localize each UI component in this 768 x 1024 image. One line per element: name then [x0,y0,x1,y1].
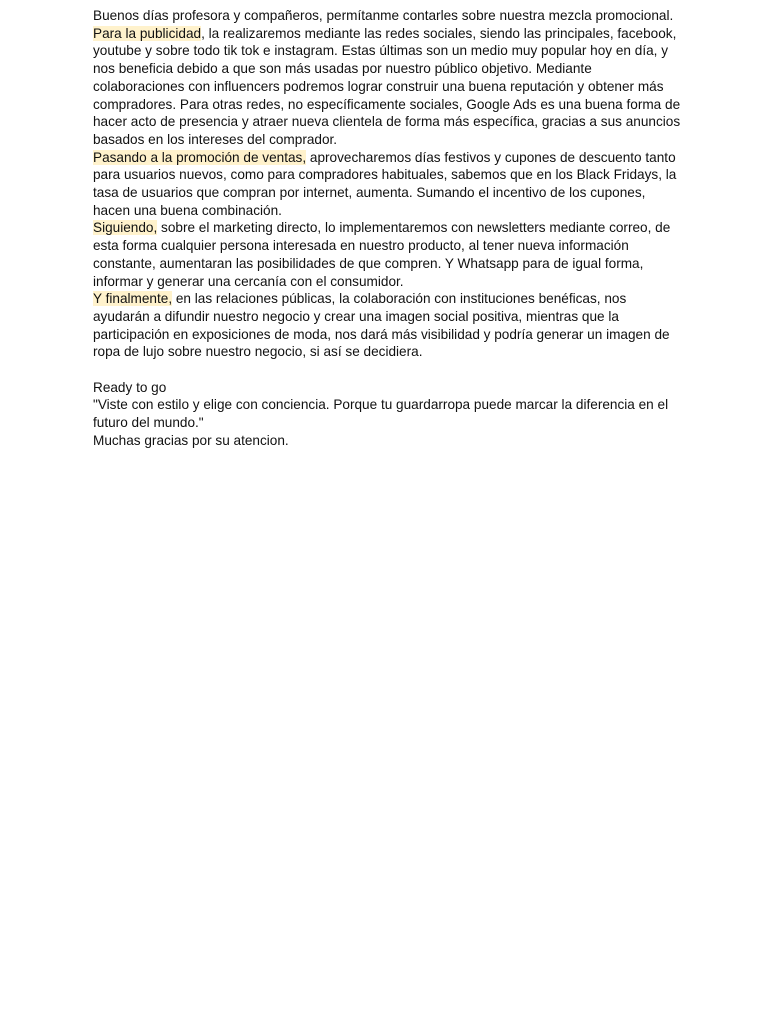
advertising-text: , la realizaremos mediante las redes sociales, siendo las principales, facebook, youtube y sobre todo tik tok e instagram. Estas últimas son un medio muy popular hoy en día, y nos beneficia debido a que son más usadas por nuestro público objetivo. Mediante colaboraciones con influencers podremos lograr construir una buena reputación y obtener más compradores. Para otras redes, no específicamente sociales, Google Ads es una buena forma de hacer acto de presencia y atraer nueva clientela de forma más específica, gracias a sus anuncios basados en los intereses del comprador. [93,25,681,147]
greeting-paragraph: Buenos días profesora y compañeros, permítanme contarles sobre nuestra mezcla promocional. [93,8,674,23]
public-relations-paragraph [93,290,683,361]
sales-promotion-highlight: Pasando a la promoción de ventas, [93,149,307,165]
closing-line: Muchas gracias por su atencion. [93,432,289,448]
sales-promotion-text: aprovecharemos días festivos y cupones de descuento tanto para usuarios nuevos, como para compradores habituales, sabemos que en los Black Fridays, la tasa de usuarios que compran por internet, aumenta. Sumando el incentivo de los cupones, hacen una buena combinación. [93,149,677,218]
direct-marketing-paragraph [93,219,683,290]
public-relations-highlight: Y finalmente, [93,291,173,307]
document-page [93,7,683,450]
slogan-quote: "Viste con estilo y elige con conciencia. Porque tu guardarropa puede marcar la diferencia en el futuro del mundo." [93,397,669,431]
sales-promotion-paragraph [93,149,683,220]
blank-line [93,361,683,379]
direct-marketing-highlight: Siguiendo, [93,220,158,236]
advertising-paragraph [93,25,683,149]
direct-marketing-text: sobre el marketing directo, lo implementaremos con newsletters mediante correo, de esta forma cualquier persona interesada en nuestro producto, al tener nueva información constante, aumentaran las posibilidades de que compren. Y Whatsapp para de igual forma, informar y generar una cercanía con el consumidor. [93,220,671,289]
public-relations-text: en las relaciones públicas, la colaboración con instituciones benéficas, nos ayudarán a difundir nuestro negocio y crear una imagen social positiva, mientras que la participación en exposiciones de moda, nos dará más visibilidad y podría generar un imagen de ropa de lujo sobre nuestro negocio, si así se decidiera. [93,291,670,360]
advertising-highlight: Para la publicidad [93,25,202,41]
slogan-title: Ready to go [93,379,167,395]
